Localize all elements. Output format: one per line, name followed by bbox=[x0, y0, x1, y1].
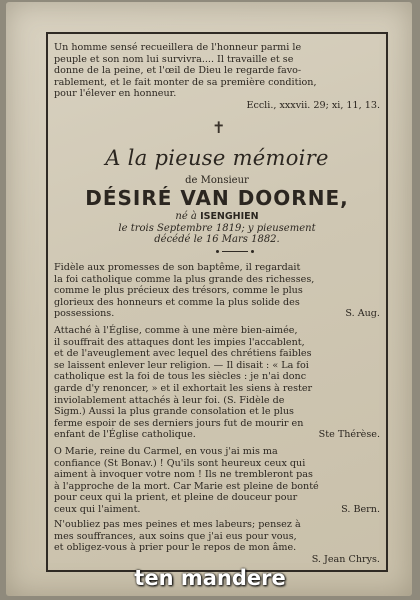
text-line: enfant de l'Église catholique. bbox=[54, 429, 196, 441]
intro-line: pour l'élever en honneur. bbox=[54, 88, 177, 100]
born-line: le trois Septembre 1819; y pieusement bbox=[118, 222, 316, 234]
text-line: et de l'aveuglement avec lequel des chrétiens faibles bbox=[54, 348, 312, 360]
citation: S. Bern. bbox=[341, 503, 380, 515]
deceased-name: DÉSIRÉ VAN DOORNE, bbox=[85, 186, 349, 210]
text-line: glorieux des honneurs et comme la plus solide des bbox=[54, 296, 300, 308]
paragraph-faith bbox=[54, 262, 380, 320]
paragraph-church bbox=[54, 325, 380, 441]
death-line: décédé le 16 Mars 1882. bbox=[154, 234, 280, 245]
text-line: N'oubliez pas mes peines et mes labeurs; pensez à bbox=[54, 519, 301, 530]
born-prefix: né à bbox=[175, 211, 197, 222]
text-line: garde d'y renoncer, » et il exhortait les siens à rester bbox=[54, 382, 313, 394]
text-line: confiance (St Bonav.) ! Qu'ils sont heureux ceux qui bbox=[54, 457, 306, 469]
intro-citation: Eccli., xxxvii. 29; xi, 11, 13. bbox=[246, 99, 380, 111]
life-dates bbox=[52, 211, 382, 246]
text-line: Attaché à l'Église, comme à une mère bien-aimée, bbox=[54, 325, 298, 336]
text-line: mes souffrances, aux soins que j'ai eus pour vous, bbox=[54, 530, 297, 542]
text-line: il souffrait des attaques dont les impies l'accablent, bbox=[54, 336, 305, 348]
text-line: O Marie, reine du Carmel, en vous j'ai mis ma bbox=[54, 446, 278, 457]
intro-quote bbox=[54, 42, 380, 112]
text-line: aiment à invoquer votre nom ! Ils ne trembleront pas bbox=[54, 469, 313, 481]
text-line: comme le plus précieux des trésors, comme le plus bbox=[54, 285, 303, 297]
paragraph-prayer bbox=[54, 519, 380, 565]
birthplace: ISENGHIEN bbox=[200, 211, 259, 222]
text-line: catholique est la foi de tous les siècles : je n'ai donc bbox=[54, 371, 307, 383]
memorial-title: A la pieuse mémoire bbox=[105, 146, 329, 170]
intro-line: rablement, et le fait monter de sa première condition, bbox=[54, 76, 317, 88]
citation: S. Aug. bbox=[345, 308, 380, 320]
honorific: de Monsieur bbox=[185, 175, 249, 186]
text-line: à l'approche de la mort. Car Marie est pleine de bonté bbox=[54, 480, 319, 492]
text-line: la foi catholique comme la plus grande des richesses, bbox=[54, 273, 315, 285]
text-line: Fidèle aux promesses de son baptême, il regardait bbox=[54, 262, 301, 273]
text-line: ceux qui l'aiment. bbox=[54, 503, 141, 515]
text-line: Sigm.) Aussi la plus grande consolation et le plus bbox=[54, 406, 294, 418]
citation: Ste Thérèse. bbox=[318, 429, 380, 441]
cross-icon: ✝ bbox=[212, 118, 226, 137]
text-line: et obligez-vous à prier pour le repos de mon âme. bbox=[54, 542, 297, 554]
watermark: ten mandere bbox=[134, 566, 286, 590]
intro-line: donne de la peine, et l'œil de Dieu le regarde favo- bbox=[54, 65, 302, 77]
ornament-divider bbox=[222, 251, 248, 252]
memorial-card bbox=[6, 2, 412, 596]
text-line: ferme espoir de ses derniers jours fut de mourir en bbox=[54, 417, 304, 429]
paragraph-mary bbox=[54, 446, 380, 516]
card-border bbox=[46, 32, 388, 572]
text-line: possessions. bbox=[54, 308, 115, 320]
citation: S. Jean Chrys. bbox=[311, 553, 380, 565]
text-line: se laissent enlever leur religion. — Il disait : « La foi bbox=[54, 359, 309, 371]
text-line: inviolablement attachés à leur foi. (S. Fidèle de bbox=[54, 394, 285, 406]
intro-line: Un homme sensé recueillera de l'honneur parmi le bbox=[54, 42, 302, 53]
intro-line: peuple et son nom lui survivra.... Il travaille et se bbox=[54, 53, 294, 65]
text-line: pour ceux qui la prient, et pleine de douceur pour bbox=[54, 492, 298, 504]
